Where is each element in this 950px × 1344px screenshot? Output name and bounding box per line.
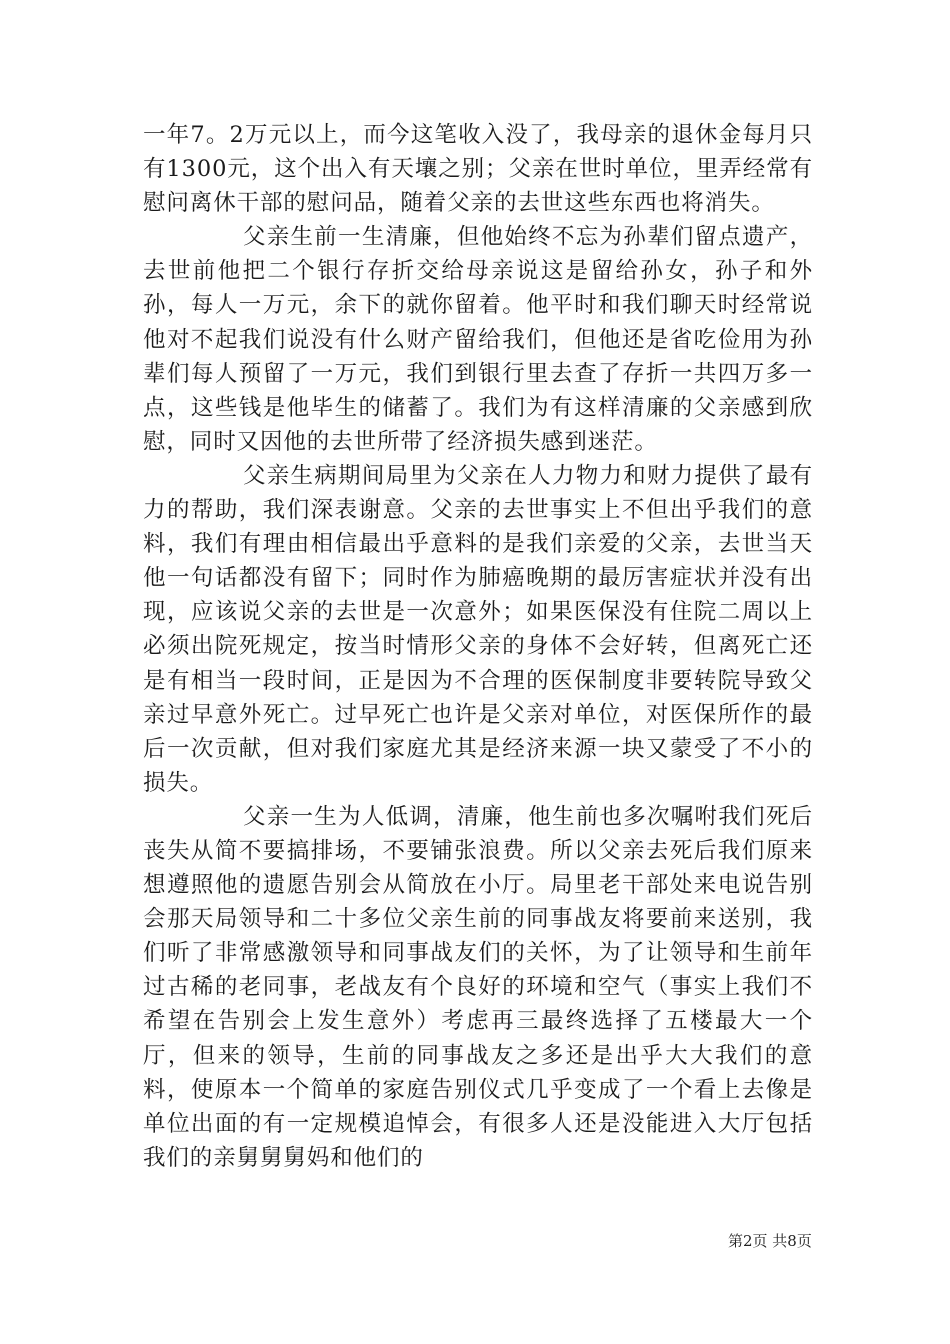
page-number-footer: 第2页 共8页	[728, 1232, 812, 1250]
paragraph-illness-and-death: 父亲生病期间局里为父亲在人力物力和财力提供了最有力的帮助，我们深表谢意。父亲的去世事实上不但出乎我们的意料，我们有理由相信最出乎意料的是我们亲爱的父亲，去世当天他一句话都没有留下；同时作为肺癌晚期的最厉害症状并没有出现，应该说父亲的去世是一次意外；如果医保没有住院二周以上必须出院死规定，按当时情形父亲的身体不会好转，但离死亡还是有相当一段时间，正是因为不合理的医保制度非要转院导致父亲过早意外死亡。过早死亡也许是父亲对单位，对医保所作的最后一次贡献，但对我们家庭尤其是经济来源一块又蒙受了不小的损失。	[143, 462, 813, 796]
paragraph-farewell-ceremony: 父亲一生为人低调，清廉，他生前也多次嘱咐我们死后丧失从简不要搞排场，不要铺张浪费。所以父亲去死后我们原来想遵照他的遗愿告别会从简放在小厅。局里老干部处来电说告别会那天局领导和二十多位父亲生前的同事战友将要前来送别，我们听了非常感激领导和同事战友们的关怀，为了让领导和生前年过古稀的老同事，老战友有个良好的环境和空气（事实上我们不希望在告别会上发生意外）考虑再三最终选择了五楼最大一个厅，但来的领导，生前的同事战友之多还是出乎大大我们的意料，使原本一个简单的家庭告别仪式几乎变成了一个看上去像是单位出面的有一定规模追悼会，有很多人还是没能进入大厅包括我们的亲舅舅舅妈和他们的	[143, 803, 813, 1171]
document-body	[143, 118, 813, 1175]
paragraph-inheritance: 父亲生前一生清廉，但他始终不忘为孙辈们留点遗产，去世前他把二个银行存折交给母亲说这是留给孙女，孙子和外孙，每人一万元，余下的就你留着。他平时和我们聊天时经常说他对不起我们说没有什么财产留给我们，但他还是省吃俭用为孙辈们每人预留了一万元，我们到银行里去查了存折一共四万多一点，这些钱是他毕生的储蓄了。我们为有这样清廉的父亲感到欣慰，同时又因他的去世所带了经济损失感到迷茫。	[143, 224, 813, 455]
paragraph-continuation: 一年7。2万元以上，而今这笔收入没了，我母亲的退休金每月只有1300元，这个出入有天壤之别；父亲在世时单位，里弄经常有慰问离休干部的慰问品，随着父亲的去世这些东西也将消失。	[143, 122, 813, 217]
